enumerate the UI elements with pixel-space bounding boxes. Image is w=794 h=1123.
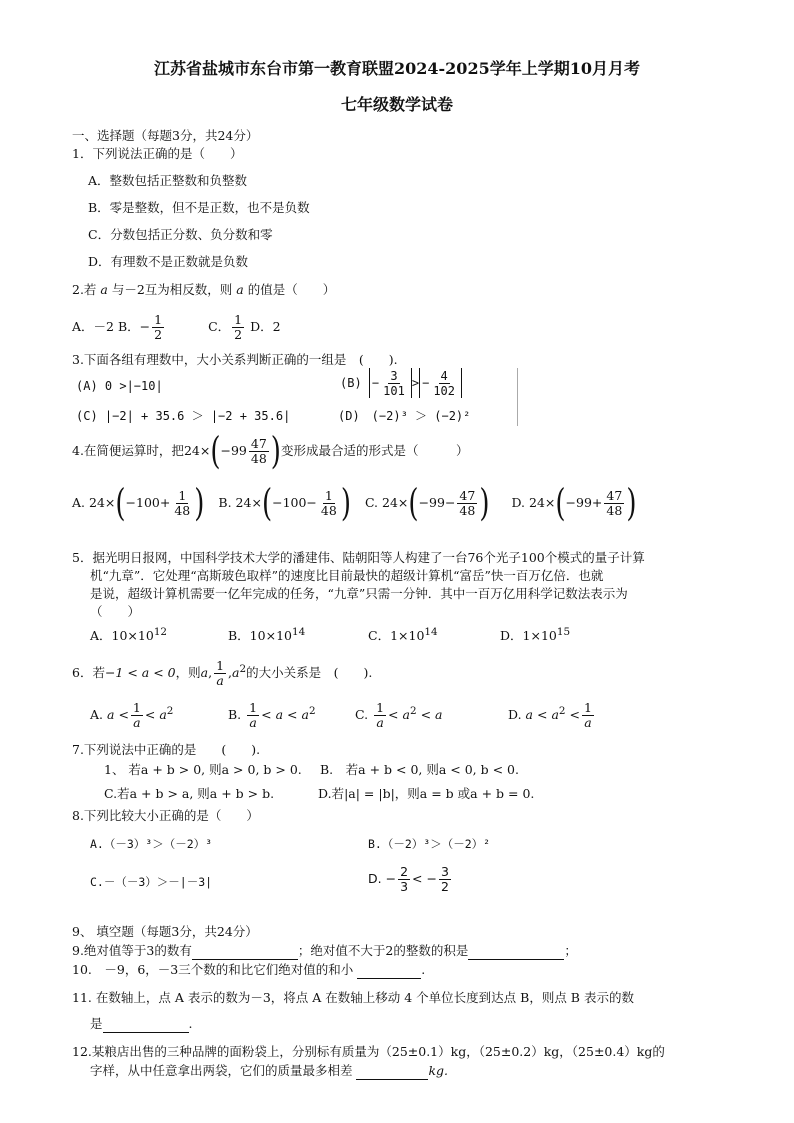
q6-option-c: C. $\frac{1}{a}$ < $a^2 < a$: [355, 700, 443, 731]
q7-stem: 7.下列说法中正确的是 ( ).: [72, 742, 261, 757]
q5-option-b: B．$10\times 10^{14}$: [228, 626, 306, 644]
q3-option-d: (D) (−2)³ ＞ (−2)²: [338, 409, 471, 423]
q1-option-c: C．分数包括正分数、负分数和零: [88, 227, 273, 242]
exam-title: 江苏省盐城市东台市第一教育联盟2024-2025学年上学期10月月考: [154, 59, 640, 78]
q7-option-c: C.若a + b > a, 则a + b > b.: [104, 786, 275, 801]
q3-option-b: (B) − $\frac{3}{101}$ > − $\frac{4}{102}$: [340, 368, 462, 398]
q8-option-d: D. − $\frac{2}{3}$ < − $\frac{3}{2}$: [368, 864, 449, 894]
q8-option-c: C.－（－3）＞－|－3|: [90, 875, 213, 889]
q1-option-d: D．有理数不是正数就是负数: [88, 254, 249, 269]
q5-option-c: C．$1\times 10^{14}$: [368, 626, 438, 644]
q7-option-a: 1、 若a + b > 0, 则a > 0, b > 0.: [104, 762, 302, 777]
q1-stem: 1．下列说法正确的是（ ）: [72, 146, 243, 161]
q12-blank[interactable]: [356, 1063, 428, 1080]
q9-line: 9.绝对值等于3的数有 ；绝对值不大于2的整数的积是 ；: [72, 943, 577, 958]
q1-option-b: B．零是整数，但不是正数，也不是负数: [88, 200, 310, 215]
q3-stem: 3.下面各组有理数中，大小关系判断正确的一组是 ( ).: [72, 352, 398, 367]
q4-options: [72, 481, 637, 526]
q5-line-3: 是说，超级计算机需要一亿年完成的任务，“九章”只需一分钟．其中一百万亿用科学记数法表示为: [90, 586, 628, 601]
q3-divider: [517, 368, 518, 426]
q5-option-a: A．$10\times 10^{12}$: [90, 626, 168, 644]
q6-option-a: A. a < $\frac{1}{a}$ < $a^2$: [90, 700, 174, 731]
q5-line-4: （ ）: [90, 604, 141, 619]
q4-option-d: D. 24×(−99+ $\frac{47}{48}$ ): [511, 481, 637, 526]
q2-stem: 2.若 a 与－2互为相反数，则 a 的值是（ ）: [72, 282, 336, 297]
q2-option-d: D．2: [250, 319, 281, 334]
q3-option-c: (C) |−2| + 35.6 ＞ |−2 + 35.6|: [76, 409, 291, 423]
q8-stem: 8.下列比较大小正确的是（ ）: [72, 808, 259, 823]
exam-subtitle: 七年级数学试卷: [340, 95, 453, 114]
q5-line-2: 机“九章”．它处理“高斯玻色取样”的速度比目前最快的超级计算机“富岳”快一百万亿倍．也就: [90, 568, 604, 583]
q2-options: [72, 310, 281, 344]
q5-line-1: 5．据光明日报网，中国科学技术大学的潘建伟、陆朝阳等人构建了一台76个光子100个模式的量子计算: [72, 550, 645, 565]
q6-option-b: B. $\frac{1}{a}$ < $a < a^2$: [228, 700, 316, 731]
q2-option-b: B．− $\frac{1}{2}$: [117, 312, 163, 342]
q10-line: 10. －9，6，－3三个数的和比它们绝对值的和小 .: [72, 962, 426, 977]
q2-option-c: C． $\frac{1}{2}$: [208, 312, 243, 342]
q12-line-2: 字样，从中任意拿出两袋，它们的质量最多相差 kg.: [90, 1063, 449, 1078]
q11-line-2: 是 .: [90, 1016, 193, 1031]
q8-option-b: B.（－2）³＞（－2）²: [368, 837, 491, 851]
q9-blank-1[interactable]: [192, 943, 298, 960]
q11-blank[interactable]: [103, 1016, 189, 1033]
q3-option-a: (A) 0 >|−10|: [76, 379, 163, 393]
q1-option-a: A．整数包括正整数和负整数: [88, 173, 248, 188]
q7-option-d: D.若|a| = |b|，则a = b 或a + b = 0.: [318, 786, 535, 801]
q6-option-d: D. $a < a^2$ < $\frac{1}{a}$: [508, 700, 592, 731]
q2-option-a: A．－2: [72, 319, 114, 334]
q4-option-c: C. 24×(−99− $\frac{47}{48}$ ): [364, 481, 490, 526]
section-2-heading: 9、 填空题（每题3分，共24分）: [72, 924, 258, 939]
q7-option-b: B. 若a + b < 0, 则a < 0, b < 0.: [320, 762, 519, 777]
q10-blank[interactable]: [357, 962, 421, 979]
q4-option-a: A. 24×(−100+ $\frac{1}{48}$ ): [72, 481, 205, 526]
q4-stem: 4.在简便运算时，把24×(−99 $\frac{47}{48}$ )变形成最合适的形式是（ ）: [72, 429, 469, 474]
q12-line-1: 12.某粮店出售的三种品牌的面粉袋上，分别标有质量为（25±0.1）kg，（25±0.2）kg，（25±0.4）kg的: [72, 1044, 665, 1059]
q11-line-1: 11. 在数轴上，点 A 表示的数为－3，将点 A 在数轴上移动 4 个单位长度到达点 B，则点 B 表示的数: [72, 990, 634, 1005]
q5-option-d: D．$1\times 10^{15}$: [500, 626, 571, 644]
q4-option-b: B. 24×(−100− $\frac{1}{48}$ ): [218, 481, 351, 526]
q6-stem: 6．若−1 < a < 0，则a, $\frac{1}{a}$ $,a^2$的大小关系是 ( ).: [72, 658, 373, 689]
q9-blank-2[interactable]: [468, 943, 564, 960]
q8-option-a: A.（－3）³＞（－2）³: [90, 837, 213, 851]
section-1-heading: 一、选择题（每题3分，共24分）: [72, 128, 259, 143]
